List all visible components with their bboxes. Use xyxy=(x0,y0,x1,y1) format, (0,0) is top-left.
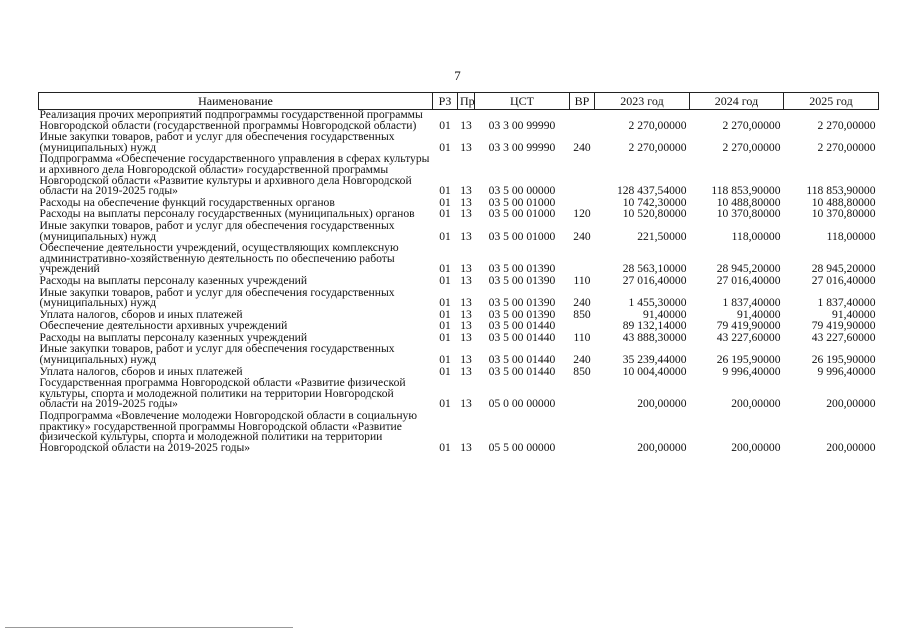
row-2024: 27 016,40000 xyxy=(716,273,781,287)
table-row xyxy=(39,378,879,411)
row-2024: 43 227,60000 xyxy=(716,330,781,344)
row-2024: 118 853,90000 xyxy=(711,184,781,198)
table-row xyxy=(39,132,879,154)
row-2025: 2 270,00000 xyxy=(817,140,876,154)
row-2025: 43 227,60000 xyxy=(811,330,876,344)
row-rz: 01 xyxy=(439,262,451,276)
row-2023: 2 270,00000 xyxy=(628,118,687,132)
row-2024: 91,40000 xyxy=(737,307,781,321)
table-row xyxy=(39,288,879,310)
table-row xyxy=(39,110,879,133)
row-name: Обеспечение деятельности учреждений, осуществляющих комплексную административно-хозяйственную деятельность по обеспечению работы учреждений xyxy=(39,241,399,276)
row-pr: 13 xyxy=(460,140,472,154)
row-pr: 13 xyxy=(460,118,472,132)
row-pr: 13 xyxy=(460,262,472,276)
row-cst: 03 5 00 01390 xyxy=(488,296,556,310)
footer-divider xyxy=(5,627,293,628)
row-2023: 128 437,54000 xyxy=(616,184,687,198)
row-cst: 03 5 00 01000 xyxy=(488,229,556,243)
row-rz: 01 xyxy=(439,118,451,132)
row-vr: 110 xyxy=(573,273,591,287)
row-vr: 850 xyxy=(573,307,591,321)
row-2023: 10 520,80000 xyxy=(622,207,687,221)
row-2025: 118,00000 xyxy=(826,229,876,243)
row-cst: 05 0 00 00000 xyxy=(488,397,556,411)
row-vr xyxy=(570,243,595,276)
row-pr: 13 xyxy=(460,319,472,333)
row-rz: 01 xyxy=(439,397,451,411)
budget-table xyxy=(38,92,879,454)
row-pr: 13 xyxy=(460,353,472,367)
row-2023: 35 239,44000 xyxy=(622,353,687,367)
row-2025: 79 419,90000 xyxy=(811,319,876,333)
row-2024: 9 996,40000 xyxy=(722,364,781,378)
row-name: Расходы на выплаты персоналу казенных учреждений xyxy=(39,273,308,287)
row-name: Иные закупки товаров, работ и услуг для обеспечения государственных (муниципальных) нужд xyxy=(39,218,395,243)
row-2024: 28 945,20000 xyxy=(716,262,781,276)
row-cst: 03 5 00 01440 xyxy=(488,364,556,378)
row-2024: 10 370,80000 xyxy=(716,207,781,221)
row-2025: 118 853,90000 xyxy=(806,184,876,198)
row-2024: 26 195,90000 xyxy=(716,353,781,367)
table-row xyxy=(39,221,879,243)
row-2023: 1 455,30000 xyxy=(628,296,687,310)
row-vr xyxy=(570,378,595,411)
row-rz: 01 xyxy=(439,184,451,198)
row-pr: 13 xyxy=(460,296,472,310)
row-rz: 01 xyxy=(439,195,451,209)
table-row xyxy=(39,243,879,276)
header-rz: РЗ xyxy=(433,93,458,110)
row-vr xyxy=(570,110,595,133)
row-cst: 03 5 00 01000 xyxy=(488,195,556,209)
row-cst: 05 5 00 00000 xyxy=(488,440,556,454)
row-pr: 13 xyxy=(460,195,472,209)
header-cst: ЦСТ xyxy=(475,93,570,110)
row-2025: 200,00000 xyxy=(826,440,876,454)
row-2025: 91,40000 xyxy=(832,307,876,321)
row-2023: 221,50000 xyxy=(637,229,687,243)
row-rz: 01 xyxy=(439,353,451,367)
row-pr: 13 xyxy=(460,397,472,411)
row-cst: 03 3 00 99990 xyxy=(488,118,556,132)
row-vr: 850 xyxy=(573,364,591,378)
row-2025: 2 270,00000 xyxy=(817,118,876,132)
row-rz: 01 xyxy=(439,296,451,310)
row-pr: 13 xyxy=(460,273,472,287)
row-cst: 03 5 00 01390 xyxy=(488,307,556,321)
row-2024: 1 837,40000 xyxy=(722,296,781,310)
row-name: Подпрограмма «Обеспечение государственного управления в сферах культуры и архивного дела Новгородской области» государственной программы Новгородской области «Развитие культуры и архивного дела Новгородской области на 2019-2025 годы» xyxy=(39,152,430,198)
row-2025: 10 370,80000 xyxy=(811,207,876,221)
row-vr: 240 xyxy=(573,229,591,243)
row-name: Государственная программа Новгородской области «Развитие физической культуры, спорта и молодежной политики на территории Новгородской области на 2019-2025 годы» xyxy=(39,376,406,411)
row-name: Иные закупки товаров, работ и услуг для обеспечения государственных (муниципальных) нужд xyxy=(39,342,395,367)
header-pr: Пр xyxy=(458,93,475,110)
header-vr: ВР xyxy=(570,93,595,110)
row-name: Расходы на обеспечение функций государственных органов xyxy=(39,195,335,209)
row-vr xyxy=(570,154,595,197)
row-2024: 79 419,90000 xyxy=(716,319,781,333)
row-rz: 01 xyxy=(439,319,451,333)
row-cst: 03 3 00 99990 xyxy=(488,140,556,154)
row-2025: 28 945,20000 xyxy=(811,262,876,276)
header-2024: 2024 год xyxy=(690,93,784,110)
row-cst: 03 5 00 01440 xyxy=(488,319,556,333)
table-row xyxy=(39,411,879,454)
row-cst: 03 5 00 01000 xyxy=(488,207,556,221)
row-pr: 13 xyxy=(460,307,472,321)
table-row xyxy=(39,344,879,366)
row-2025: 1 837,40000 xyxy=(817,296,876,310)
row-2024: 2 270,00000 xyxy=(722,118,781,132)
row-pr: 13 xyxy=(460,364,472,378)
row-vr: 240 xyxy=(573,296,591,310)
row-name: Расходы на выплаты персоналу казенных учреждений xyxy=(39,330,308,344)
row-cst: 03 5 00 01440 xyxy=(488,330,556,344)
row-name: Обеспечение деятельности архивных учреждений xyxy=(39,319,288,333)
row-rz: 01 xyxy=(439,140,451,154)
row-2024: 200,00000 xyxy=(731,397,781,411)
row-2023: 28 563,10000 xyxy=(622,262,687,276)
row-2025: 9 996,40000 xyxy=(817,364,876,378)
row-name: Подпрограмма «Вовлечение молодежи Новгородской области в социальную практику» государственной программы Новгородской области «Развитие физической культуры, спорта и молодежной политики на территории Новгородской области на 2019-2025 годы» xyxy=(39,409,417,454)
page-number: 7 xyxy=(454,68,461,83)
row-2023: 27 016,40000 xyxy=(622,273,687,287)
row-2023: 2 270,00000 xyxy=(628,140,687,154)
row-rz: 01 xyxy=(439,273,451,287)
header-2025: 2025 год xyxy=(784,93,879,110)
row-2025: 27 016,40000 xyxy=(811,273,876,287)
row-name: Уплата налогов, сборов и иных платежей xyxy=(39,307,243,321)
row-2023: 89 132,14000 xyxy=(622,319,687,333)
row-2024: 200,00000 xyxy=(731,440,781,454)
row-vr: 120 xyxy=(573,207,591,221)
row-name: Иные закупки товаров, работ и услуг для обеспечения государственных (муниципальных) нужд xyxy=(39,285,395,310)
row-rz: 01 xyxy=(439,207,451,221)
row-2024: 10 488,80000 xyxy=(716,195,781,209)
row-vr: 110 xyxy=(573,330,591,344)
row-2025: 10 488,80000 xyxy=(811,195,876,209)
table-row xyxy=(39,154,879,197)
row-2023: 10 742,30000 xyxy=(622,195,687,209)
row-name: Уплата налогов, сборов и иных платежей xyxy=(39,364,243,378)
row-pr: 13 xyxy=(460,440,472,454)
header-name: Наименование xyxy=(39,93,433,110)
header-2023: 2023 год xyxy=(595,93,690,110)
row-pr: 13 xyxy=(460,229,472,243)
row-cst: 03 5 00 00000 xyxy=(488,184,556,198)
row-2023: 200,00000 xyxy=(637,440,687,454)
row-vr: 240 xyxy=(573,140,591,154)
row-vr xyxy=(570,411,595,454)
row-2023: 200,00000 xyxy=(637,397,687,411)
row-pr: 13 xyxy=(460,330,472,344)
row-vr: 240 xyxy=(573,353,591,367)
row-2025: 26 195,90000 xyxy=(811,353,876,367)
row-rz: 01 xyxy=(439,330,451,344)
row-name: Расходы на выплаты персоналу государственных (муниципальных) органов xyxy=(39,207,415,221)
row-rz: 01 xyxy=(439,364,451,378)
row-rz: 01 xyxy=(439,229,451,243)
row-cst: 03 5 00 01390 xyxy=(488,273,556,287)
row-2023: 43 888,30000 xyxy=(622,330,687,344)
row-2023: 91,40000 xyxy=(643,307,687,321)
table-header-row xyxy=(39,93,879,110)
row-rz: 01 xyxy=(439,307,451,321)
row-rz: 01 xyxy=(439,440,451,454)
row-name: Иные закупки товаров, работ и услуг для обеспечения государственных (муниципальных) нужд xyxy=(39,130,395,154)
row-cst: 03 5 00 01390 xyxy=(488,262,556,276)
row-2024: 118,00000 xyxy=(731,229,781,243)
row-2024: 2 270,00000 xyxy=(722,140,781,154)
row-2023: 10 004,40000 xyxy=(622,364,687,378)
row-name: Реализация прочих мероприятий подпрограммы государственной программы Новгородской области (государственной программы Новгородской области) xyxy=(39,108,423,132)
row-pr: 13 xyxy=(460,207,472,221)
row-pr: 13 xyxy=(460,184,472,198)
row-2025: 200,00000 xyxy=(826,397,876,411)
row-cst: 03 5 00 01440 xyxy=(488,353,556,367)
